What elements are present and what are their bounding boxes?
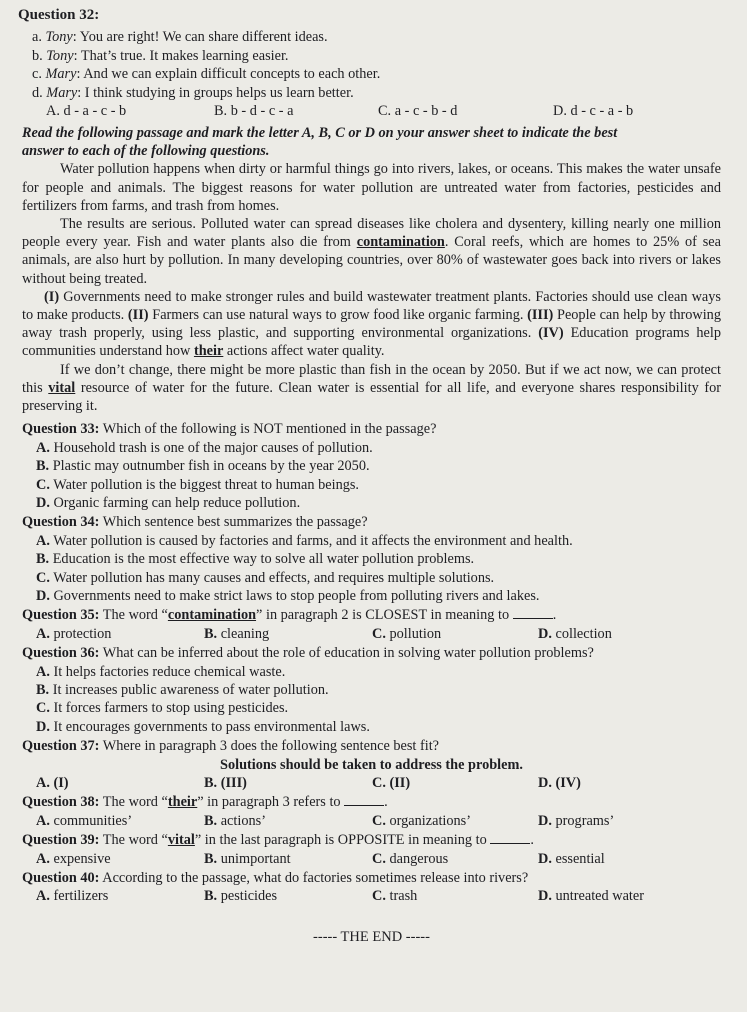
- option-c[interactable]: C. trash: [372, 888, 418, 905]
- option-c[interactable]: C. Water pollution has many causes and effects, and requires multiple solutions.: [36, 569, 495, 586]
- option-b[interactable]: B. (III): [204, 775, 247, 791]
- option-d[interactable]: D. untreated water: [538, 888, 644, 905]
- option-b[interactable]: B. pesticides: [204, 888, 278, 905]
- option-a[interactable]: A. fertilizers: [36, 888, 109, 905]
- option-d[interactable]: D. programs’: [538, 812, 615, 829]
- option-a[interactable]: A. It helps factories reduce chemical waste.: [36, 663, 286, 680]
- option-c[interactable]: C. dangerous: [372, 850, 449, 867]
- option-b[interactable]: B. cleaning: [204, 625, 270, 642]
- option-c[interactable]: C. pollution: [372, 625, 442, 642]
- dialogue-line-d: d. Mary: I think studying in groups helps us learn better.: [32, 84, 354, 101]
- option-a[interactable]: A. communities’: [36, 812, 133, 829]
- dialogue-line-a: a. Tony: You are right! We can share different ideas.: [32, 29, 328, 46]
- option-a[interactable]: A. expensive: [36, 850, 111, 867]
- option-b[interactable]: B. actions’: [204, 812, 266, 829]
- option-c[interactable]: C. It forces farmers to stop using pesticides.: [36, 700, 289, 717]
- option-b[interactable]: B. Education is the most effective way to solve all water pollution problems.: [36, 551, 475, 568]
- option-d[interactable]: D. d - c - a - b: [553, 103, 634, 120]
- question-33: Question 33: Which of the following is NOT mentioned in the passage? A. Household trash is one of the major causes of pollution. B. Plastic may outnumber fish in oceans by the year 2050. C. Water pollution is the biggest threat to human beings. D. Organic farming can help reduce pollution.: [22, 420, 721, 512]
- option-a[interactable]: A. (I): [36, 775, 69, 791]
- dialogue-line-c: c. Mary: And we can explain difficult concepts to each other.: [32, 66, 381, 83]
- option-c[interactable]: C. organizations’: [372, 812, 472, 829]
- option-d[interactable]: D. It encourages governments to pass environmental laws.: [36, 718, 370, 735]
- highlight-their: their: [193, 343, 224, 360]
- option-d[interactable]: D. essential: [538, 850, 605, 867]
- option-d[interactable]: D. Governments need to make strict laws to stop people from polluting rivers and lakes.: [36, 587, 540, 604]
- question-38: Question 38: The word “their” in paragraph 3 refers to . A. communities’ B. actions’ C. organizations’ D. programs’: [22, 793, 721, 830]
- question-35: Question 35: The word “contamination” in paragraph 2 is CLOSEST in meaning to . A. protection B. cleaning C. pollution D. collection: [22, 606, 721, 643]
- answer-blank: [490, 831, 530, 844]
- option-a[interactable]: A. Household trash is one of the major causes of pollution.: [36, 439, 373, 456]
- passage-paragraph-1: Water pollution happens when dirty or harmful things go into rivers, lakes, or oceans. This makes the water unsafe for people and animals. The biggest reasons for water pollution are untreated water from factories, pesticides and fertilizers from farms, and trash from homes.: [22, 161, 721, 214]
- question-34: Question 34: Which sentence best summarizes the passage? A. Water pollution is caused by factories and farms, and it affects the environment and health. B. Education is the most effective way to solve all water pollution problems. C. Water pollution has many causes and effects, and requires multiple solutions. D. Governments need to make strict laws to stop people from polluting rivers and lakes.: [22, 513, 721, 605]
- option-a[interactable]: A. protection: [36, 625, 112, 642]
- question-37-sentence: Solutions should be taken to address the problem.: [220, 756, 523, 773]
- option-b[interactable]: B. unimportant: [204, 850, 291, 867]
- question-36: Question 36: What can be inferred about the role of education in solving water pollution problems? A. It helps factories reduce chemical waste. B. It increases public awareness of water pollution. C. It forces farmers to stop using pesticides. D. It encourages governments to pass environmental laws.: [22, 644, 721, 736]
- question-40: Question 40: According to the passage, what do factories sometimes release into rivers? A. fertilizers B. pesticides C. trash D. untreated water: [22, 869, 721, 906]
- question-35-options: [22, 625, 721, 643]
- question-37-options: [22, 774, 721, 792]
- option-b[interactable]: B. It increases public awareness of water pollution.: [36, 681, 329, 698]
- option-a[interactable]: A. Water pollution is caused by factories and farms, and it affects the environment and health.: [36, 532, 573, 549]
- question-39: Question 39: The word “vital” in the last paragraph is OPPOSITE in meaning to . A. expensive B. unimportant C. dangerous D. essential: [22, 831, 721, 868]
- highlight-contamination: contamination: [356, 234, 445, 251]
- option-c[interactable]: C. (II): [372, 775, 411, 791]
- option-d[interactable]: D. Organic farming can help reduce pollution.: [36, 494, 301, 511]
- option-d[interactable]: D. collection: [538, 625, 612, 642]
- question-40-options: [22, 887, 721, 905]
- answer-blank: [513, 606, 553, 619]
- question-32-options: [22, 102, 721, 120]
- passage-paragraph-4: If we don’t change, there might be more plastic than fish in the ocean by 2050. But if we act now, we can protect this vital resource of water for the future. Clean water is essential for all life, and everyone shares responsibility for preserving it.: [22, 361, 722, 415]
- option-c[interactable]: C. a - c - b - d: [378, 103, 458, 120]
- option-a[interactable]: A. d - a - c - b: [46, 103, 127, 120]
- the-end-footer: ----- THE END -----: [313, 928, 430, 945]
- option-b[interactable]: B. Plastic may outnumber fish in oceans by the year 2050.: [36, 458, 370, 475]
- dialogue-line-b: b. Tony: That’s true. It makes learning easier.: [32, 47, 289, 64]
- option-d[interactable]: D. (IV): [538, 775, 581, 791]
- option-c[interactable]: C. Water pollution is the biggest threat to human beings.: [36, 476, 360, 493]
- reading-instruction: Read the following passage and mark the letter A, B, C or D on your answer sheet to indicate the best answer to each of the following questions.: [22, 125, 618, 160]
- highlight-vital: vital: [48, 379, 76, 396]
- question-37: Question 37: Where in paragraph 3 does the following sentence best fit? Solutions should be taken to address the problem. A. (I) B. (III) C. (II) D. (IV): [22, 737, 721, 792]
- answer-blank: [344, 793, 384, 806]
- question-32-title: Question 32:: [18, 7, 100, 23]
- question-32-dialogue: [22, 28, 721, 102]
- question-38-options: [22, 812, 721, 830]
- passage-paragraph-3: (I) Governments need to make stronger rules and build wastewater treatment plants. Factories should use clean ways to make products. (II) Farmers can use natural ways to grow food like organic farming. (III) People can help by throwing away trash properly, using less plastic, and supporting environmental organizations. (IV) Education programs help communities understand how their actions affect water quality.: [22, 288, 721, 360]
- question-39-options: [22, 850, 721, 868]
- option-b[interactable]: B. b - d - c - a: [214, 103, 294, 120]
- passage-paragraph-2: The results are serious. Polluted water can spread diseases like cholera and dysentery, killing nearly one million people every year. Fish and water plants also die from contamination. Coral reefs, which are homes to 25% of sea animals, are also hurt by pollution. In many developing countries, over 80% of wastewater goes back into rivers or lakes without being treated.: [22, 216, 721, 287]
